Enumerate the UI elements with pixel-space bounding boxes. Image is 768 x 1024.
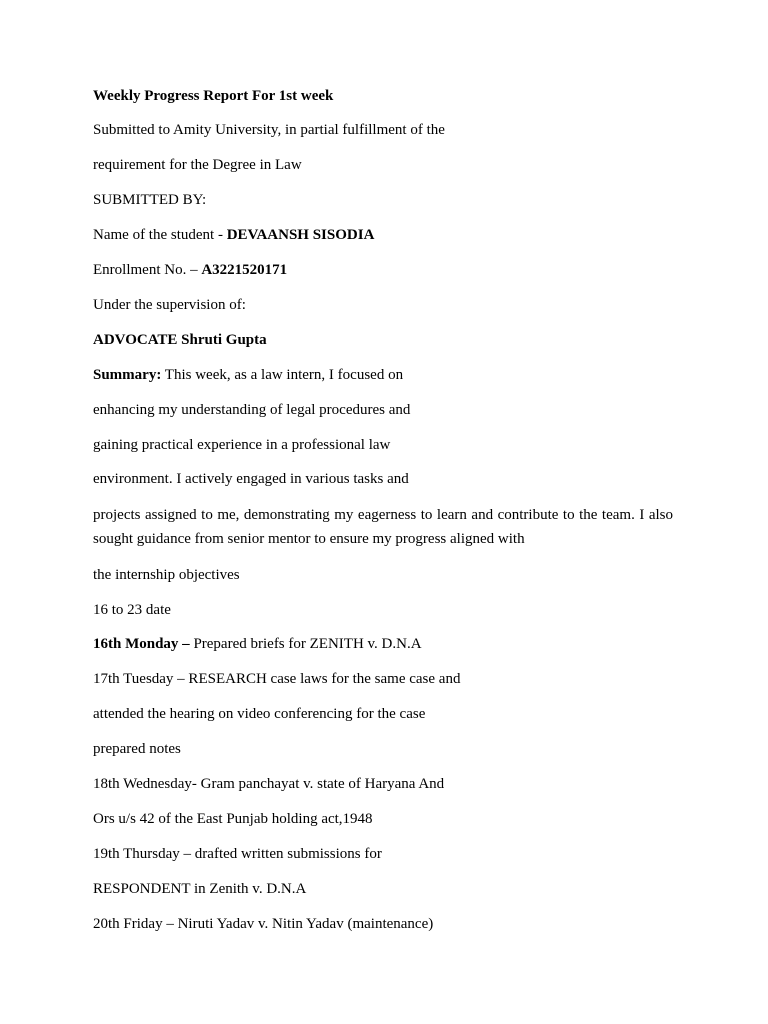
day-16-entry: 16th Monday – Prepared briefs for ZENITH v. D.N.A <box>93 636 422 652</box>
day-17-line-2: attended the hearing on video conferencing for the case <box>93 706 426 722</box>
day-20-line-1: 20th Friday – Niruti Yadav v. Nitin Yadav (maintenance) <box>93 916 434 932</box>
supervision-label: Under the supervision of: <box>93 297 246 313</box>
summary-line-3: gaining practical experience in a professional law <box>93 437 391 453</box>
summary-paragraph: projects assigned to me, demonstrating my eagerness to learn and contribute to the team. I also sought guidance from senior mentor to ensure my progress aligned with <box>93 507 673 547</box>
date-range: 16 to 23 date <box>93 602 171 618</box>
summary-line-5: the internship objectives <box>93 567 240 583</box>
day-19-line-1: 19th Thursday – drafted written submissions for <box>93 846 382 862</box>
enrollment-line <box>93 261 287 279</box>
student-name-line <box>93 226 374 244</box>
day-19-line-2: RESPONDENT in Zenith v. D.N.A <box>93 881 307 897</box>
enrollment-number: A3221520171 <box>201 262 288 278</box>
day-16-label: 16th Monday – <box>93 636 190 652</box>
student-name-label: Name of the student - <box>93 227 227 243</box>
enrollment-label: Enrollment No. – <box>93 262 202 278</box>
summary-line-2: enhancing my understanding of legal procedures and <box>93 402 411 418</box>
intro-line-2: requirement for the Degree in Law <box>93 157 302 173</box>
day-17-line-3: prepared notes <box>93 741 181 757</box>
day-18-line-2: Ors u/s 42 of the East Punjab holding act,1948 <box>93 811 373 827</box>
summary-label: Summary: <box>93 367 162 383</box>
summary-line-4: environment. I actively engaged in various tasks and <box>93 471 409 487</box>
submitted-by-label: SUBMITTED BY: <box>93 192 207 208</box>
day-18-line-1: 18th Wednesday- Gram panchayat v. state of Haryana And <box>93 776 445 792</box>
report-title: Weekly Progress Report For 1st week <box>93 88 334 104</box>
summary-line-1: Summary: This week, as a law intern, I focused on <box>93 367 404 383</box>
intro-line-1: Submitted to Amity University, in partial fulfillment of the <box>93 122 445 138</box>
day-17-line-1: 17th Tuesday – RESEARCH case laws for the same case and <box>93 671 461 687</box>
student-name: DEVAANSH SISODIA <box>226 227 375 243</box>
supervisor-name: ADVOCATE Shruti Gupta <box>93 332 267 348</box>
